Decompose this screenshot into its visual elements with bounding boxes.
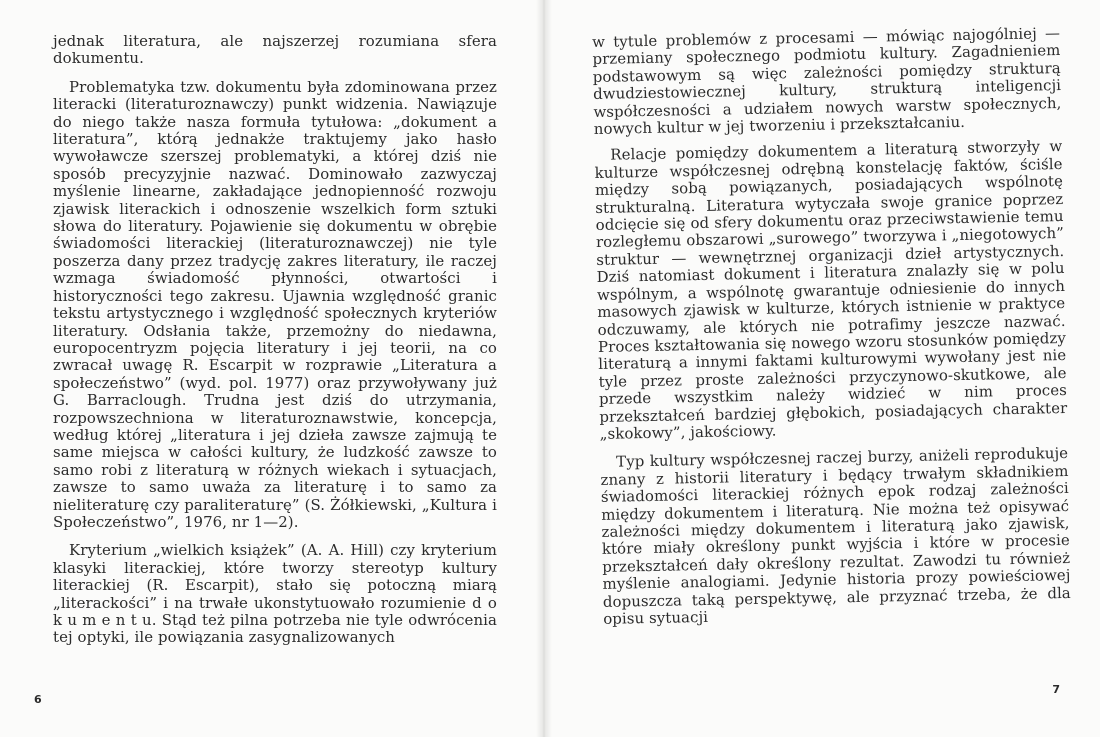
right-paragraph-3: Typ kultury współczesnej raczej burzy, aniżeli reprodukuje znany z historii literatury i będący trwałym składnikiem świadomości literackiej różnych epok rodzaj zależności między dokumentem i literaturą. Nie można też opisywać zależności między dokumentem i literaturą jako zjawisk, które miały określony punkt wyjścia i które w procesie przekształceń dały określony rezultat. Zawodzi tu również myślenie analogiami. Jedynie historia prozy powieściowej dopuszcza taką perspektywę, ale przyznać trzeba, że dla opisu sytuacji [600, 444, 1071, 628]
left-paragraph-1: jednak literatura, ale najszerzej rozumiana sfera dokumentu. [53, 32, 497, 68]
left-paragraph-2: Problematyka tzw. dokumentu była zdominowana przez literacki (literaturoznawczy) punkt widzenia. Nawiązuje do niego także nasza formuła tytułowa: „dokument a literatura”, którą jednakże traktujemy jako hasło wywoławcze szerszej problematyki, a której dziś nie sposób precyzyjnie nazwać. Dominowało zazwyczaj myślenie linearne, zakładające jednopienność rozwoju zjawisk literackich i odnoszenie wszelkich form sztuki słowa do literatury. Pojawienie się dokumentu w obrębie świadomości literackiej (literaturoznawczej) nie tyle poszerza dany przez tradycję zakres literatury, ile raczej wzmaga świadomość płynności, otwartości i historyczności tego zakresu. Ujawnia względność granic tekstu artystycznego i względność społecznych kryteriów literatury. Odsłania także, przemożny do niedawna, europocentryzm pojęcia literatury i jej teorii, na co zwracał uwagę R. Escarpit w rozprawie „Literatura a społeczeństwo” (wyd. pol. 1977) oraz przywoływany już G. Barraclough. Trudna jest dziś do utrzymania, rozpowszechniona w literaturoznawstwie, koncepcja, według której „literatura i jej dzieła zawsze zajmują te same miejsca w całości kultury, że ludzkość zawsze to samo robi z literaturą w różnych wiekach i sytuacjach, zawsze to samo uważa za literaturę i to samo za nieliteraturę czy paraliteraturę” (S. Żółkiewski, „Kultura i Społeczeństwo”, 1976, nr 1—2). [53, 77, 497, 531]
left-page-text [53, 33, 497, 647]
right-paragraph-1: w tytule problemów z procesami — mówiąc najogólniej — przemiany społecznego podmiotu kultury. Zagadnieniem podstawowym są więc zależności pomiędzy strukturą dwudziestowiecznej kultury, strukturą inteligencji współczesności a udziałem nowych warstw społecznych, nowych kultur w jej tworzeniu i przekształcaniu. [591, 24, 1062, 139]
right-page-text [592, 25, 1071, 628]
book-gutter [536, 0, 552, 737]
page-number-left: 6 [34, 693, 42, 706]
page-number-right: 7 [1052, 683, 1060, 696]
left-page [0, 0, 536, 737]
right-page [552, 0, 1100, 737]
right-paragraph-2: Relacje pomiędzy dokumentem a literaturą stworzyły w kulturze współczesnej odrębną konstelację faktów, ściśle między sobą powiązanych, posiadających wspólnotę strukturalną. Literatura wytyczała swoje granice poprzez odcięcie się od sfery dokumentu oraz przeciwstawienie temu rozległemu obszarowi „surowego” tworzywa i „niegotowych” struktur — wewnętrznej organizacji dzieł artystycznych. Dziś natomiast dokument i literatura znalazły się w polu wspólnym, a wspólnotę gwarantuje odniesienie do innych masowych zjawisk w kulturze, których istnienie w praktyce odczuwamy, ale których nie potrafimy jeszcze nazwać. Proces kształtowania się nowego wzoru stosunków pomiędzy literaturą a innymi faktami kulturowymi wywołany jest nie tyle przez proste zależności przyczynowo-skutkowe, ale przede wszystkim należy widzieć w nim proces przekształceń bardziej głębokich, posiadających charakter „skokowy”, jakościowy. [594, 137, 1068, 443]
left-paragraph-3: Kryterium „wielkich książek” (A. A. Hill) czy kryterium klasyki literackiej, które tworzy stereotyp kultury literackiej (R. Escarpit), stało się potoczną miarą „literackości” i na trwałe ukonstytuowało rozumienie d o k u m e n t u. Stąd też pilna potrzeba nie tyle odwrócenia tej optyki, ile powiązania zasygnalizowanych [53, 541, 497, 647]
